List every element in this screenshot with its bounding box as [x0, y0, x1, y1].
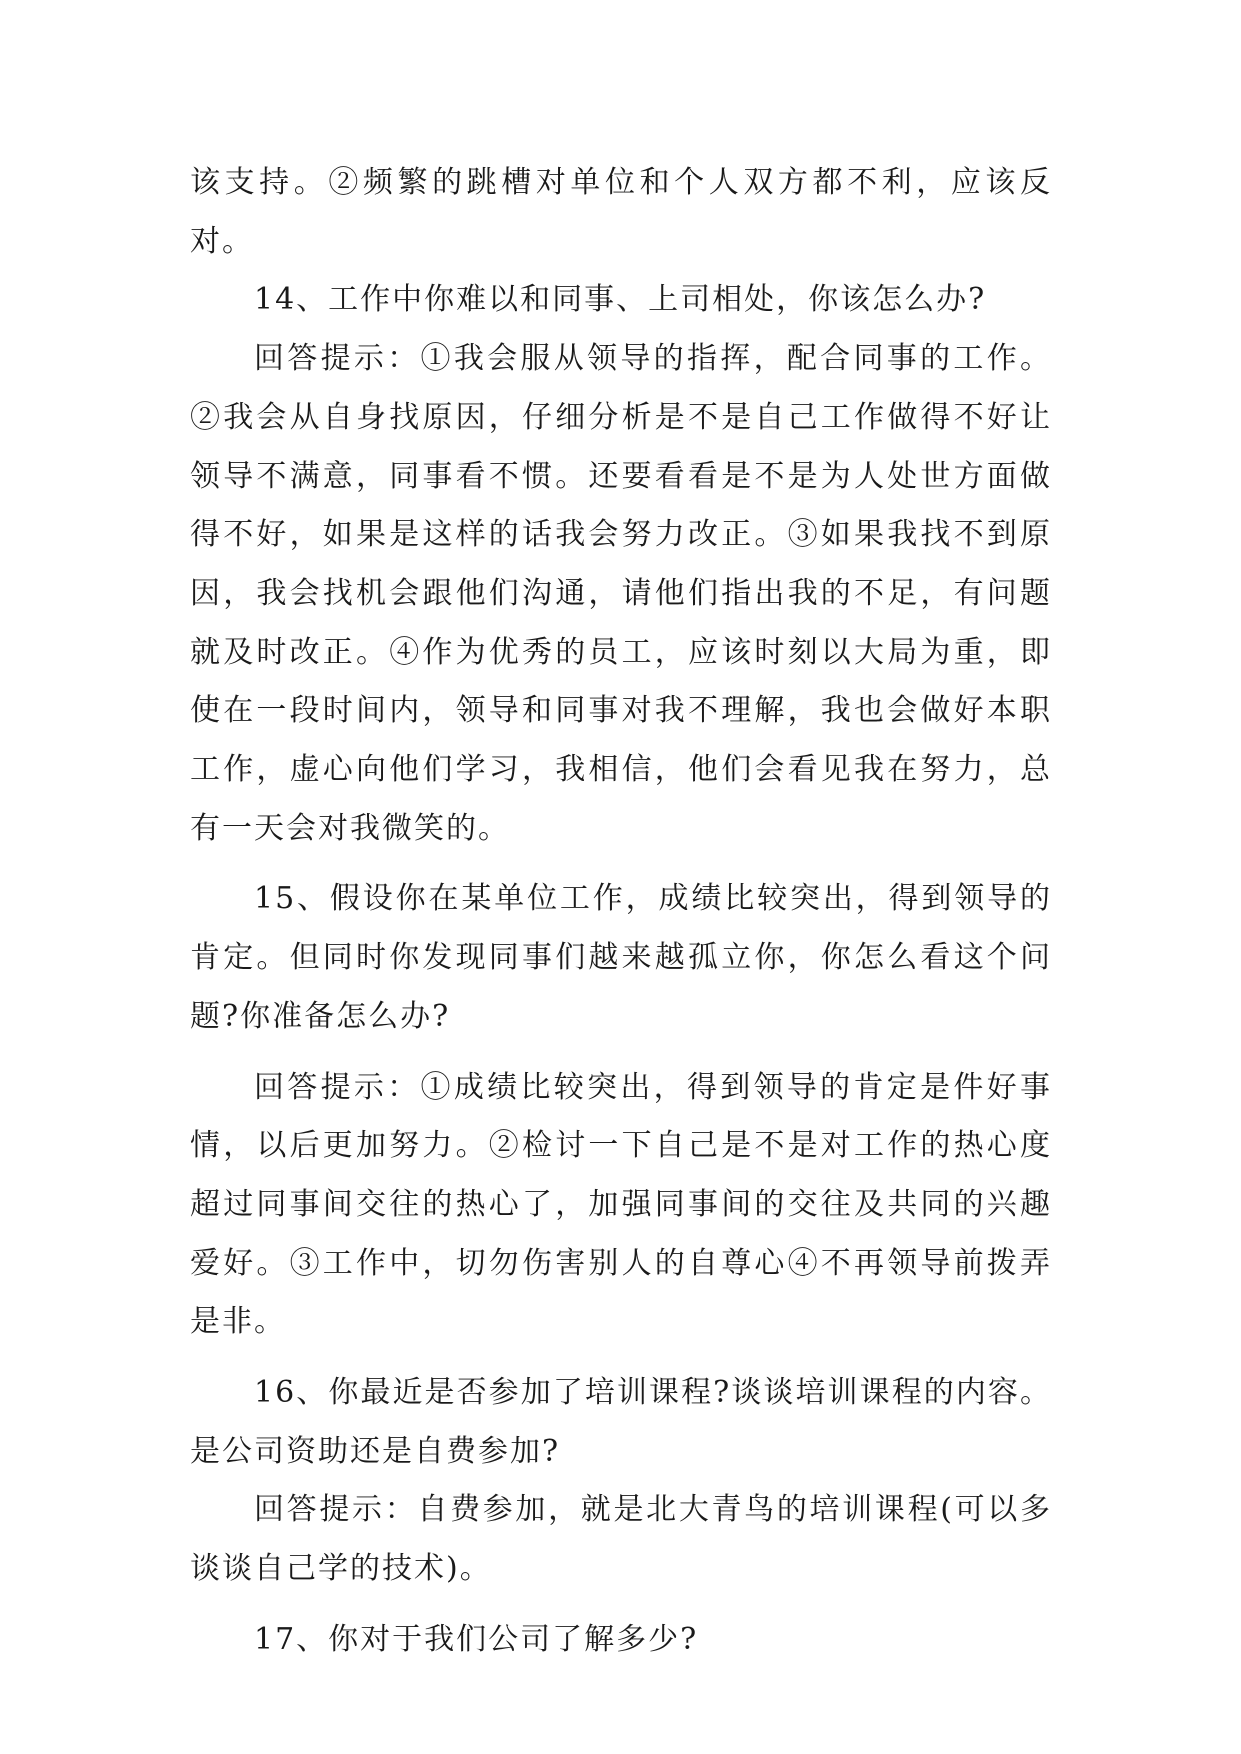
answer-hint-14: 回答提示：①我会服从领导的指挥，配合同事的工作。②我会从自身找原因，仔细分析是不是自己工作做得不好让领导不满意，同事看不惯。还要看看是不是为人处世方面做得不好，如果是这样的话我会努力改正。③如果我找不到原因，我会找机会跟他们沟通，请他们指出我的不足，有问题就及时改正。④作为优秀的员工，应该时刻以大局为重，即使在一段时间内，领导和同事对我不理解，我也会做好本职工作，虚心向他们学习，我相信，他们会看见我在努力，总有一天会对我微笑的。 — [190, 341, 1052, 846]
question-15: 15、假设你在某单位工作，成绩比较突出，得到领导的肯定。但同时你发现同事们越来越孤立你，你怎么看这个问题?你准备怎么办? — [190, 881, 1052, 1034]
question-14: 14、工作中你难以和同事、上司相处，你该怎么办? — [254, 282, 987, 318]
answer-hint-15: 回答提示：①成绩比较突出，得到领导的肯定是件好事情，以后更加努力。②检讨一下自己是不是对工作的热心度超过同事间交往的热心了，加强同事间的交往及共同的兴趣爱好。③工作中，切勿伤害别人的自尊心④不再领导前拨弄是非。 — [190, 1069, 1052, 1340]
question-17: 17、你对于我们公司了解多少? — [254, 1621, 699, 1657]
document-body — [190, 154, 1052, 1670]
answer-hint-16: 回答提示：自费参加，就是北大青鸟的培训课程(可以多谈谈自己学的技术)。 — [190, 1492, 1052, 1587]
question-16: 16、你最近是否参加了培训课程?谈谈培训课程的内容。是公司资助还是自费参加? — [190, 1375, 1052, 1469]
paragraph-continuation: 该支持。②频繁的跳槽对单位和个人双方都不利，应该反对。 — [190, 165, 1052, 259]
